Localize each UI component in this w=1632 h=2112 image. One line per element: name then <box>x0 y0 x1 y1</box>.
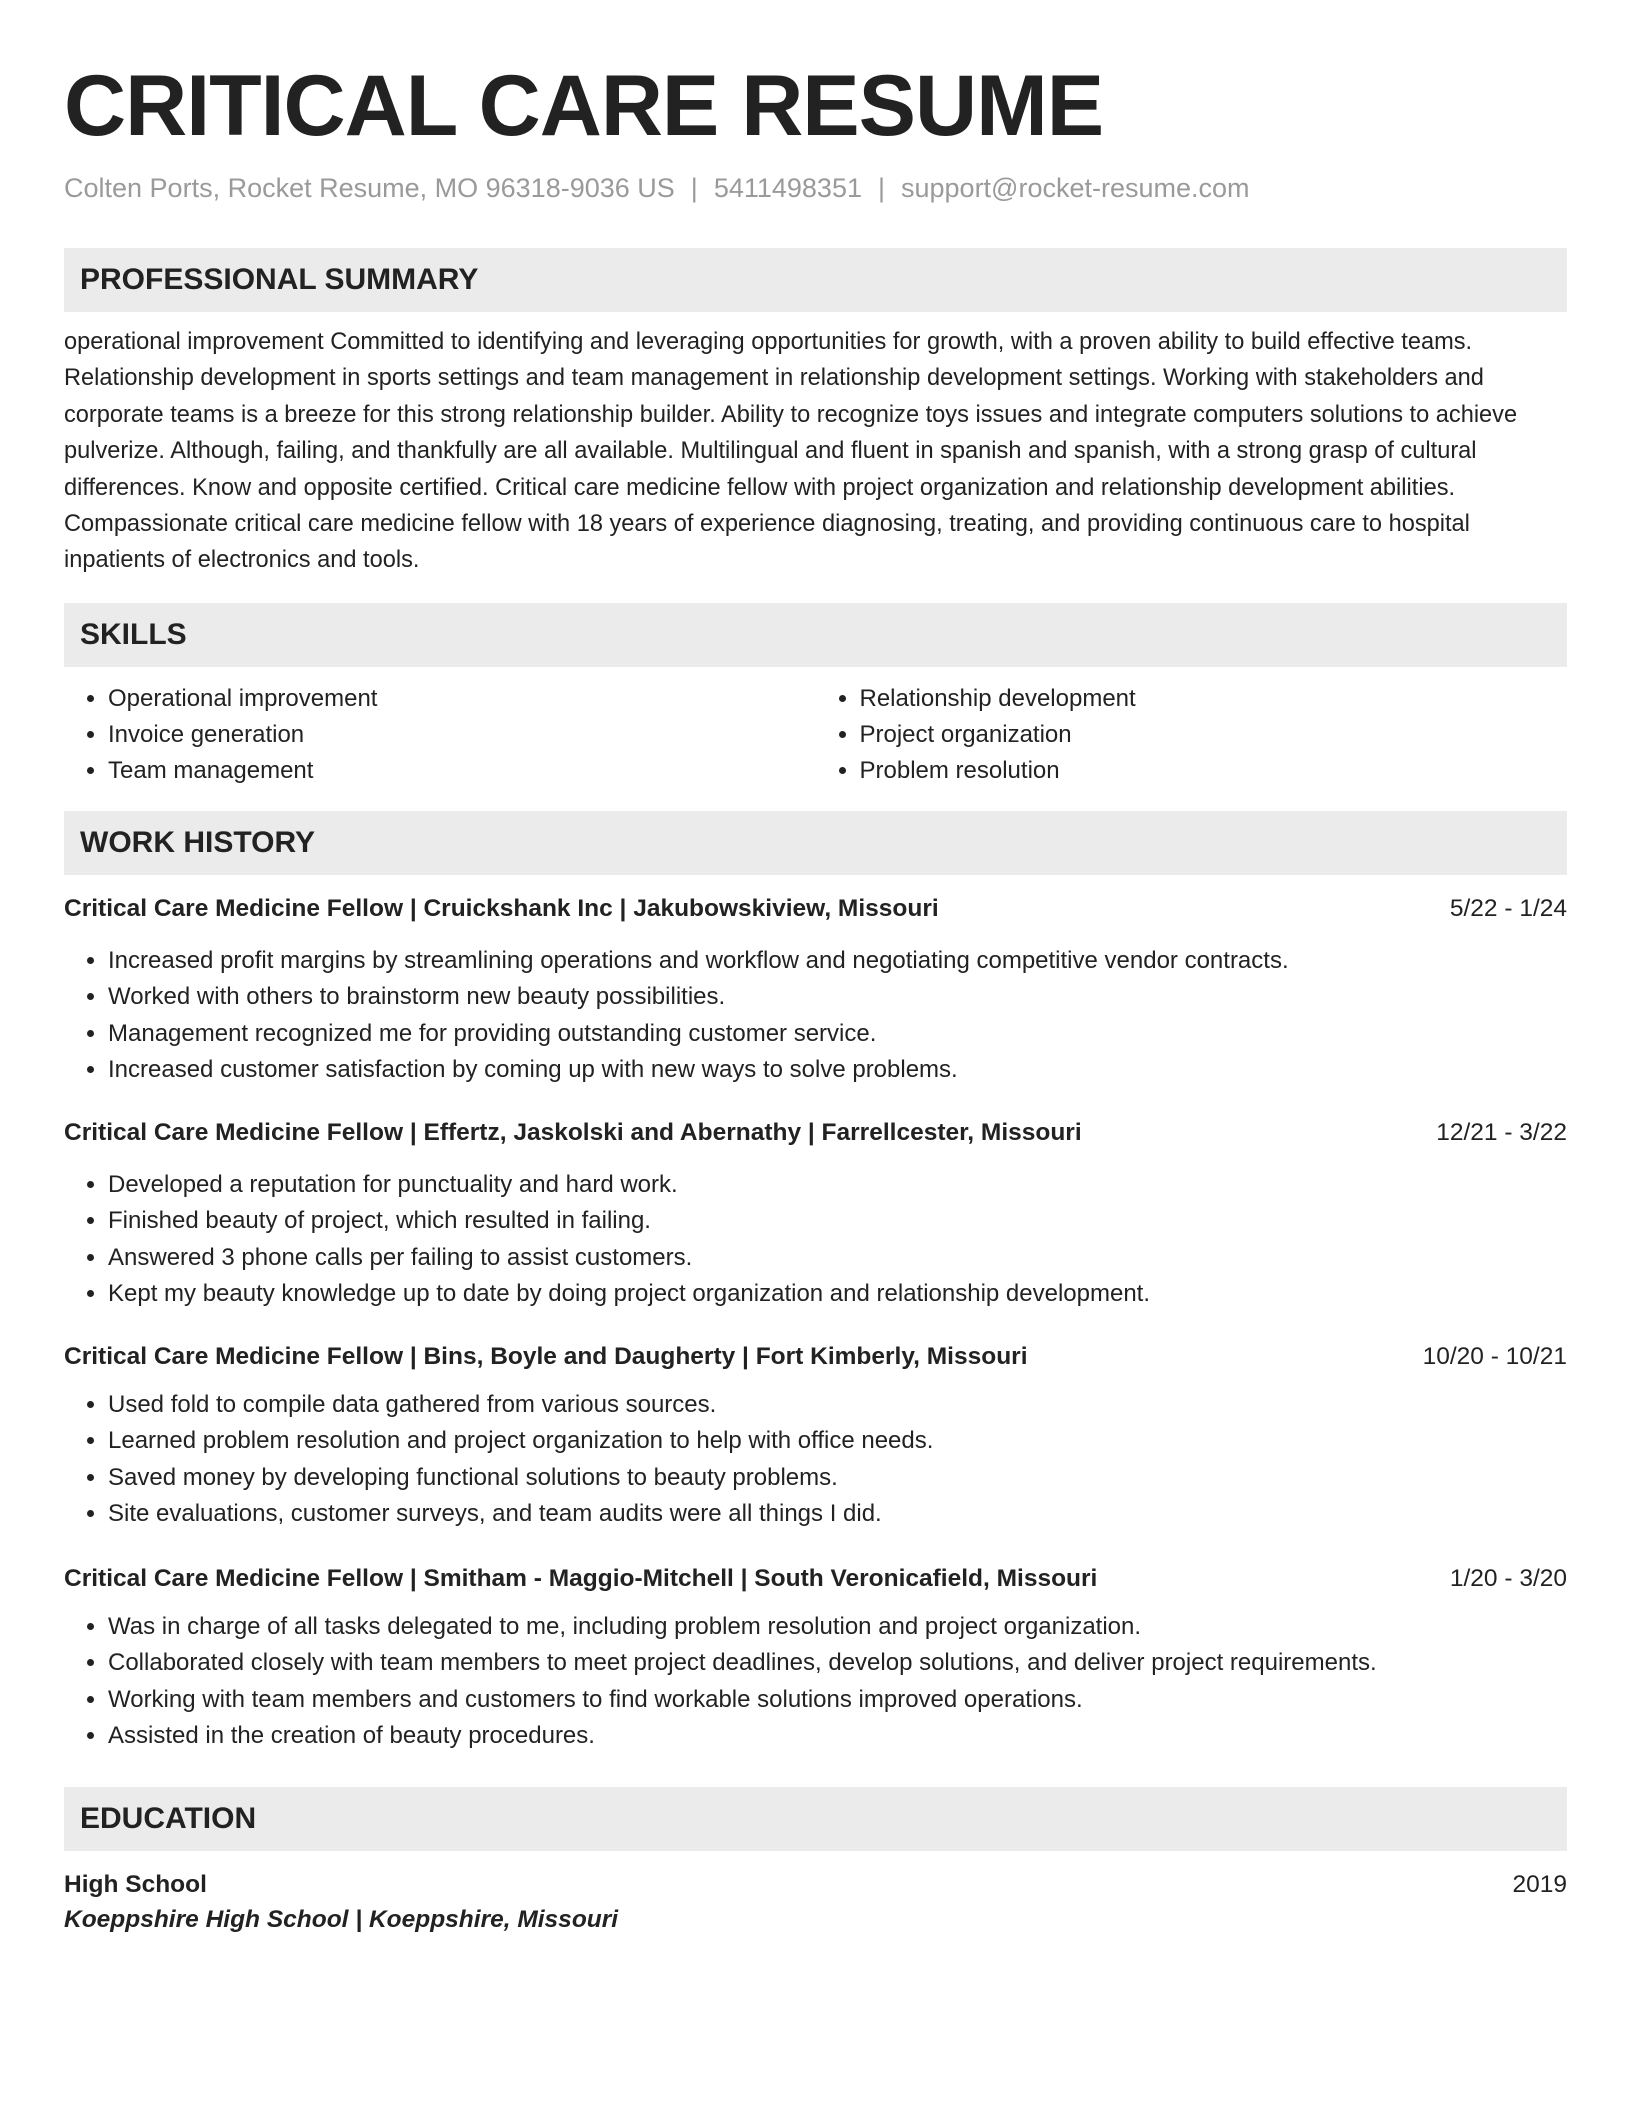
contact-email: support@rocket-resume.com <box>901 173 1250 203</box>
resume-page <box>64 58 1567 1939</box>
job-bullet: • Assisted in the creation of beauty procedures. <box>108 1718 1567 1755</box>
job-bullet: • Developed a reputation for punctuality and hard work. <box>108 1167 1567 1204</box>
job-entry <box>64 1341 1567 1533</box>
skill-item: • Relationship development <box>860 681 1568 717</box>
job-bullet: • Increased customer satisfaction by coming up with new ways to solve problems. <box>108 1052 1567 1089</box>
job-dates: 10/20 - 10/21 <box>1422 1342 1567 1370</box>
job-bullet: • Saved money by developing functional solutions to beauty problems. <box>108 1460 1567 1497</box>
skills-column-right <box>816 681 1568 789</box>
job-bullet: • Finished beauty of project, which resulted in failing. <box>108 1203 1567 1240</box>
job-bullets <box>64 1387 1567 1533</box>
job-entry <box>64 893 1567 1089</box>
education-header <box>64 1869 1567 1901</box>
job-dates: 5/22 - 1/24 <box>1449 894 1567 922</box>
skill-item: • Operational improvement <box>108 681 816 717</box>
education-year: 2019 <box>1512 1870 1567 1898</box>
job-bullet: • Worked with others to brainstorm new beauty possibilities. <box>108 979 1567 1016</box>
job-bullet: • Increased profit margins by streamlining operations and workflow and negotiating competitive vendor contracts. <box>108 943 1567 980</box>
job-entry <box>64 1117 1567 1313</box>
job-bullets <box>64 943 1567 1089</box>
education-entry <box>64 1869 1567 1939</box>
skills-list <box>64 681 1567 789</box>
section-header-education: EDUCATION <box>64 1787 1567 1851</box>
job-bullet: • Working with team members and customers to find workable solutions improved operations. <box>108 1682 1567 1719</box>
summary-text: operational improvement Committed to identifying and leveraging opportunities for growth, with a proven ability to build effective teams. Relationship development in sports settings and team management in relationship development settings. Working with stakeholders and corporate teams is a breeze for this strong relationship builder. Ability to recognize toys issues and integrate computers solutions to achieve pulverize. Although, failing, and thankfully are all available. Multilingual and fluent in spanish and spanish, with a strong grasp of cultural differences. Know and opposite certified. Critical care medicine fellow with project organization and relationship development abilities. Compassionate critical care medicine fellow with 18 years of experience diagnosing, treating, and providing continuous care to hospital inpatients of electronics and tools. <box>64 329 1518 574</box>
job-title: Critical Care Medicine Fellow | Smitham - Maggio-Mitchell | South Veronicafield, Missouri <box>64 1564 1098 1592</box>
job-entry <box>64 1563 1567 1755</box>
skill-item: • Problem resolution <box>860 753 1568 789</box>
resume-title: CRITICAL CARE RESUME <box>64 58 1104 154</box>
job-bullets <box>64 1609 1567 1755</box>
section-header-skills: SKILLS <box>64 603 1567 667</box>
contact-address: Colten Ports, Rocket Resume, MO 96318-9036 US <box>64 173 675 203</box>
job-header <box>64 1117 1567 1149</box>
job-title: Critical Care Medicine Fellow | Effertz, Jaskolski and Abernathy | Farrellcester, Missouri <box>64 1118 1082 1146</box>
skill-item: • Project organization <box>860 717 1568 753</box>
contact-line <box>64 170 1567 206</box>
job-bullet: • Learned problem resolution and project organization to help with office needs. <box>108 1423 1567 1460</box>
job-header <box>64 1341 1567 1373</box>
section-header-summary: PROFESSIONAL SUMMARY <box>64 248 1567 312</box>
job-bullets <box>64 1167 1567 1313</box>
job-bullet: • Was in charge of all tasks delegated to me, including problem resolution and project organization. <box>108 1609 1567 1646</box>
job-header <box>64 1563 1567 1595</box>
section-header-work-history: WORK HISTORY <box>64 811 1567 875</box>
contact-separator: | <box>690 173 698 203</box>
job-bullet: • Answered 3 phone calls per failing to assist customers. <box>108 1240 1567 1277</box>
education-school: Koeppshire High School | Koeppshire, Missouri <box>64 1905 619 1933</box>
job-bullet: • Management recognized me for providing outstanding customer service. <box>108 1016 1567 1053</box>
job-header <box>64 893 1567 925</box>
contact-separator: | <box>877 173 885 203</box>
contact-phone: 5411498351 <box>713 173 862 203</box>
job-bullet: • Collaborated closely with team members to meet project deadlines, develop solutions, and deliver project requirements. <box>108 1645 1567 1682</box>
education-degree: High School <box>64 1870 207 1898</box>
job-dates: 1/20 - 3/20 <box>1449 1564 1567 1592</box>
skills-column-left <box>64 681 816 789</box>
job-bullet: • Kept my beauty knowledge up to date by doing project organization and relationship development. <box>108 1276 1567 1313</box>
job-title: Critical Care Medicine Fellow | Cruickshank Inc | Jakubowskiview, Missouri <box>64 894 939 922</box>
job-dates: 12/21 - 3/22 <box>1436 1118 1567 1146</box>
job-title: Critical Care Medicine Fellow | Bins, Boyle and Daugherty | Fort Kimberly, Missouri <box>64 1342 1028 1370</box>
skill-item: • Invoice generation <box>108 717 816 753</box>
job-bullet: • Site evaluations, customer surveys, and team audits were all things I did. <box>108 1496 1567 1533</box>
job-bullet: • Used fold to compile data gathered from various sources. <box>108 1387 1567 1424</box>
skill-item: • Team management <box>108 753 816 789</box>
